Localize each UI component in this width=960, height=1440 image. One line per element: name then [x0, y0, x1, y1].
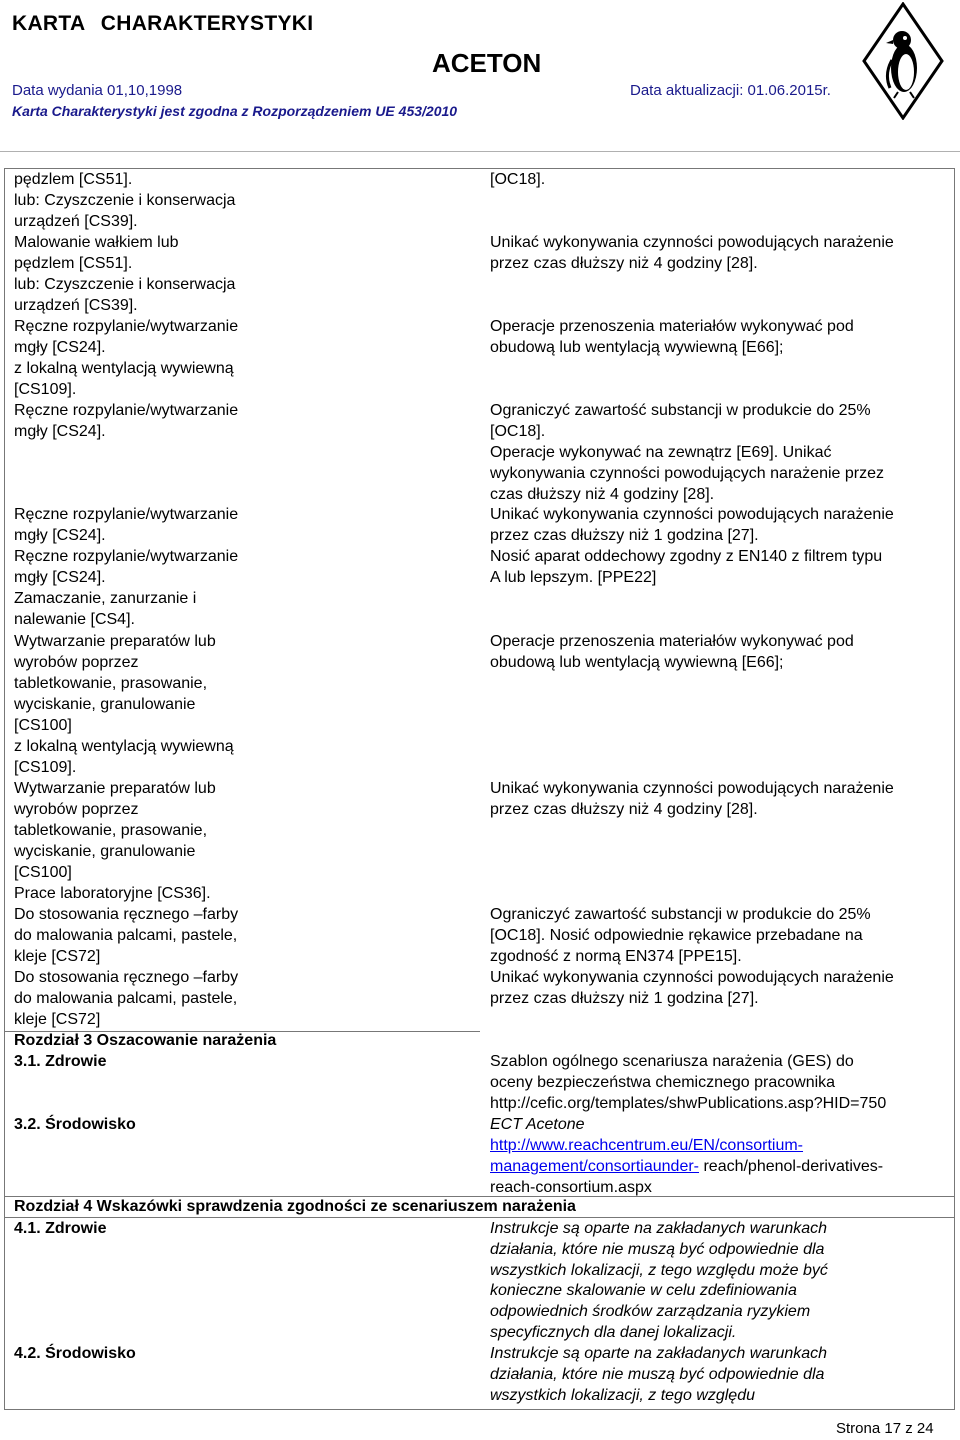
usage-condition-line: pędzlem [CS51].: [14, 255, 133, 272]
risk-measure-line: Ograniczyć zawartość substancji w produkcie do 25%: [490, 402, 871, 419]
usage-condition-line: wyciskanie, granulowanie: [14, 843, 196, 860]
section3-health-line: Szablon ogólnego scenariusza narażenia (GES) do: [490, 1053, 854, 1070]
usage-condition-line: Do stosowania ręcznego –farby: [14, 906, 239, 923]
usage-condition-line: [CS109].: [14, 381, 77, 398]
usage-condition-line: do malowania palcami, pastele,: [14, 990, 238, 1007]
risk-measure-line: [OC18]. Nosić odpowiednie rękawice przebadane na: [490, 927, 863, 944]
section4-env-line: wszystkich lokalizacji, z tego względu: [490, 1386, 755, 1404]
regulation-note: Karta Charakterystyki jest zgodna z Rozporządzeniem UE 453/2010: [12, 103, 458, 119]
section3-health-line: oceny bezpieczeństwa chemicznego pracownika: [490, 1074, 836, 1091]
section3-env-label: 3.2. Środowisko: [14, 1116, 136, 1133]
usage-condition-line: nalewanie [CS4].: [14, 611, 135, 628]
usage-condition-line: Malowanie wałkiem lub: [14, 234, 179, 251]
usage-condition-line: Zamaczanie, zanurzanie i: [14, 590, 197, 607]
section4-heading: Rozdział 4 Wskazówki sprawdzenia zgodności ze scenariuszem narażenia: [14, 1198, 576, 1215]
section4-env-line: działania, które nie muszą być odpowiednie dla: [490, 1365, 825, 1383]
risk-measure-line: Unikać wykonywania czynności powodujących narażenie: [490, 780, 894, 797]
reachcentrum-link-line: [490, 1157, 883, 1178]
risk-measure-line: [OC18].: [490, 171, 546, 188]
usage-condition-line: kleje [CS72]: [14, 948, 101, 965]
usage-condition-line: wyciskanie, granulowanie: [14, 696, 196, 713]
reachcentrum-link-end: reach-consortium.aspx: [490, 1179, 652, 1196]
risk-measure-line: Operacje przenoszenia materiałów wykonywać pod: [490, 633, 854, 650]
usage-condition-line: z lokalną wentylacją wywiewną: [14, 360, 234, 377]
risk-measure-line: zgodność z normą EN374 [PPE15].: [490, 948, 742, 965]
risk-measure-line: Nosić aparat oddechowy zgodny z EN140 z filtrem typu: [490, 548, 883, 565]
usage-condition-line: [CS100]: [14, 717, 72, 734]
usage-condition-line: urządzeń [CS39].: [14, 297, 138, 314]
usage-condition-line: do malowania palcami, pastele,: [14, 927, 238, 944]
product-name: ACETON: [432, 48, 542, 78]
section3-health-link[interactable]: http://cefic.org/templates/shwPublications.asp?HID=750: [490, 1095, 887, 1112]
section3-heading: Rozdział 3 Oszacowanie narażenia: [14, 1032, 277, 1049]
section4-health-line: Instrukcje są oparte na zakładanych warunkach: [490, 1220, 828, 1237]
reachcentrum-link-rest: reach/phenol-derivatives-: [699, 1158, 884, 1175]
usage-condition-line: Ręczne rozpylanie/wytwarzanie: [14, 548, 239, 565]
risk-measure-line: Unikać wykonywania czynności powodujących narażenie: [490, 234, 894, 251]
section3-env-name: ECT Acetone: [490, 1116, 585, 1133]
risk-measure-line: przez czas dłuższy niż 4 godziny [28].: [490, 801, 758, 818]
penguin-logo-icon: [862, 2, 944, 120]
usage-condition-line: Wytwarzanie preparatów lub: [14, 633, 216, 650]
usage-condition-line: mgły [CS24].: [14, 339, 106, 356]
usage-condition-line: Ręczne rozpylanie/wytwarzanie: [14, 402, 239, 419]
usage-condition-line: lub: Czyszczenie i konserwacja: [14, 192, 236, 209]
header-divider: [0, 151, 960, 152]
usage-condition-line: tabletkowanie, prasowanie,: [14, 675, 208, 692]
usage-condition-line: mgły [CS24].: [14, 527, 106, 544]
usage-condition-line: mgły [CS24].: [14, 569, 106, 586]
reachcentrum-link-cont[interactable]: management/consortiaunder-: [490, 1158, 700, 1175]
risk-measure-line: Operacje przenoszenia materiałów wykonywać pod: [490, 318, 854, 335]
risk-measure-line: przez czas dłuższy niż 4 godziny [28].: [490, 255, 758, 272]
risk-measure-line: [OC18].: [490, 423, 546, 440]
risk-measure-line: przez czas dłuższy niż 1 godzina [27].: [490, 990, 759, 1007]
section4-health-line: konieczne skalowanie w celu zdefiniowania: [490, 1282, 797, 1300]
reachcentrum-link[interactable]: http://www.reachcentrum.eu/EN/consortium-: [490, 1137, 804, 1154]
risk-measure-line: czas dłuższy niż 4 godziny [28].: [490, 486, 715, 503]
usage-condition-line: wyrobów poprzez: [14, 654, 139, 671]
risk-measure-line: obudową lub wentylacją wywiewną [E66];: [490, 339, 784, 356]
section4-health-line: wszystkich lokalizacji, z tego względu może być: [490, 1261, 828, 1279]
usage-condition-line: mgły [CS24].: [14, 423, 106, 440]
usage-condition-line: Ręczne rozpylanie/wytwarzanie: [14, 506, 239, 523]
section4-health-line: działania, które nie muszą być odpowiednie dla: [490, 1240, 825, 1258]
usage-condition-line: lub: Czyszczenie i konserwacja: [14, 276, 236, 293]
usage-condition-line: pędzlem [CS51].: [14, 171, 133, 188]
risk-measure-line: Operacje wykonywać na zewnątrz [E69]. Unikać: [490, 444, 832, 461]
issue-date: Data wydania 01,10,1998: [12, 82, 183, 99]
usage-condition-line: [CS109].: [14, 759, 77, 776]
usage-condition-line: z lokalną wentylacją wywiewną: [14, 738, 234, 755]
section4-health-line: odpowiednich środków zarządzania ryzykiem: [490, 1303, 811, 1321]
risk-measure-line: Unikać wykonywania czynności powodujących narażenie: [490, 969, 894, 986]
update-date: Data aktualizacji: 01.06.2015r.: [630, 82, 831, 99]
page-number: Strona 17 z 24: [836, 1420, 934, 1437]
usage-condition-line: tabletkowanie, prasowanie,: [14, 822, 208, 839]
usage-condition-line: wyrobów poprzez: [14, 801, 139, 818]
risk-measure-line: wykonywania czynności powodujących narażenie przez: [490, 465, 884, 482]
risk-measure-line: Ograniczyć zawartość substancji w produkcie do 25%: [490, 906, 871, 923]
document-type-title: KARTA CHARAKTERYSTYKI: [12, 12, 314, 35]
section4-health-label: 4.1. Zdrowie: [14, 1220, 107, 1237]
section4-health-line: specyficznych dla danej lokalizacji.: [490, 1324, 737, 1341]
usage-condition-line: Wytwarzanie preparatów lub: [14, 780, 216, 797]
section4-env-label: 4.2. Środowisko: [14, 1345, 136, 1362]
usage-condition-line: Ręczne rozpylanie/wytwarzanie: [14, 318, 239, 335]
risk-measure-line: przez czas dłuższy niż 1 godzina [27].: [490, 527, 759, 544]
usage-condition-line: kleje [CS72]: [14, 1011, 101, 1028]
risk-measure-line: Unikać wykonywania czynności powodujących narażenie: [490, 506, 894, 523]
risk-measure-line: A lub lepszym. [PPE22]: [490, 569, 657, 586]
usage-condition-line: [CS100]: [14, 864, 72, 881]
usage-condition-line: urządzeń [CS39].: [14, 213, 138, 230]
section3-health-label: 3.1. Zdrowie: [14, 1053, 107, 1070]
risk-measure-line: obudową lub wentylacją wywiewną [E66];: [490, 654, 784, 671]
section4-env-line: Instrukcje są oparte na zakładanych warunkach: [490, 1345, 828, 1362]
usage-condition-line: Do stosowania ręcznego –farby: [14, 969, 239, 986]
usage-condition-line: Prace laboratoryjne [CS36].: [14, 885, 211, 902]
